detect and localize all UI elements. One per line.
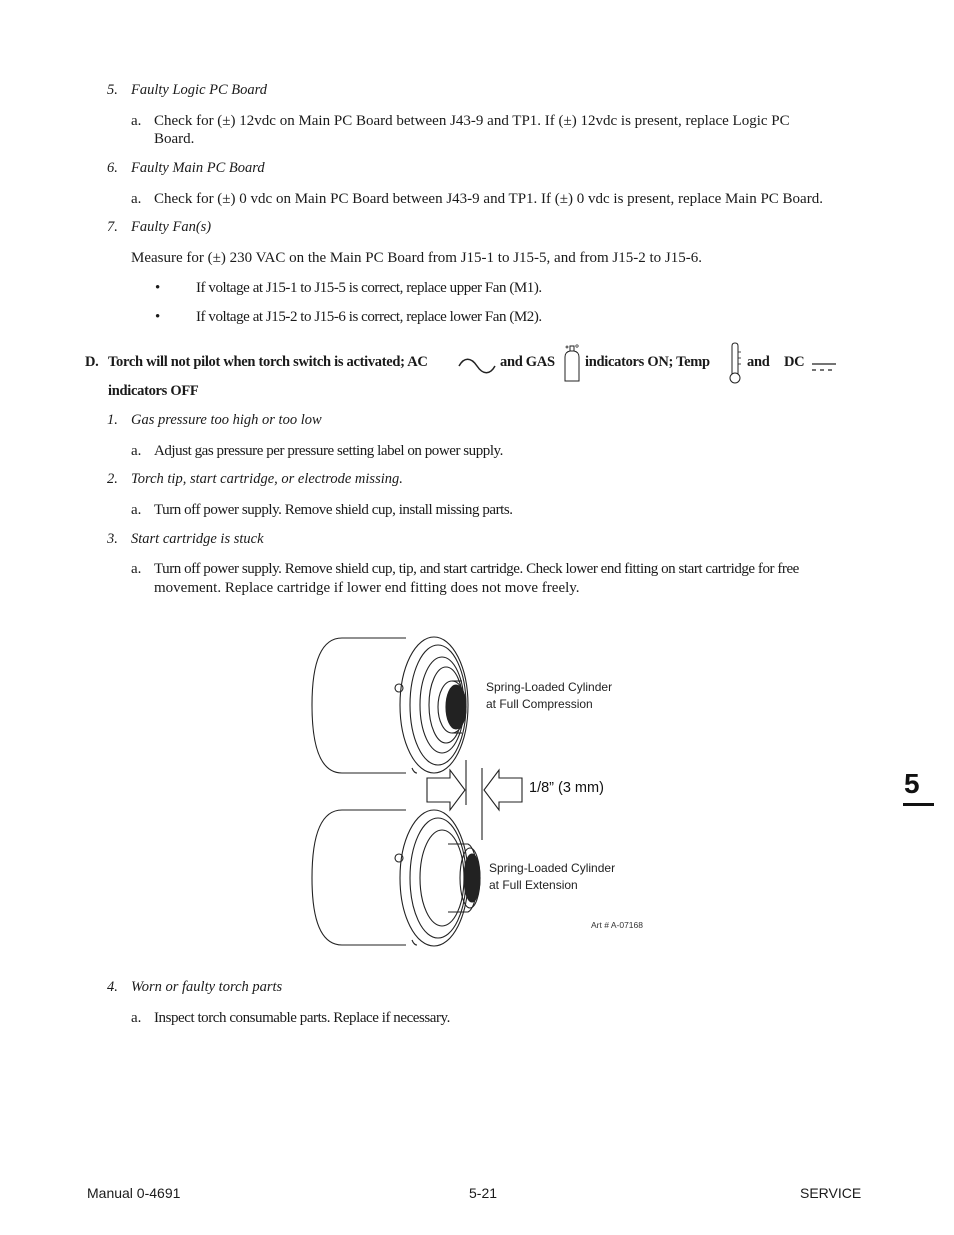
item-number: 2. (107, 471, 118, 487)
item-title: Worn or faulty torch parts (131, 979, 283, 995)
footer-section: SERVICE (800, 1185, 862, 1201)
footer-page-number: 5-21 (469, 1185, 498, 1201)
sub-text: Inspect torch consumable parts. Replace if necessary. (154, 1010, 450, 1026)
sub-letter: a. (131, 443, 142, 459)
sub-text-cont: movement. Replace cartridge if lower end fitting does not move freely. (154, 580, 580, 596)
item-title: Torch tip, start cartridge, or electrode missing. (131, 471, 403, 487)
gap-dimension-label: 1/8” (3 mm) (529, 780, 604, 796)
sub-text-cont: Board. (154, 131, 195, 147)
chapter-tab: 5 (904, 768, 920, 799)
item-title: Faulty Logic PC Board (131, 82, 267, 98)
art-number: Art # A-07168 (591, 920, 643, 930)
section-heading: and (747, 354, 770, 370)
item-title: Gas pressure too high or too low (131, 412, 322, 428)
sub-letter: a. (131, 561, 142, 577)
thermometer-icon (728, 342, 742, 386)
section-heading: DC (784, 354, 805, 370)
sub-letter: a. (131, 1010, 142, 1026)
section-heading: Torch will not pilot when torch switch is activated; AC (108, 354, 428, 370)
sub-letter: a. (131, 191, 142, 207)
sub-text: Check for (±) 12vdc on Main PC Board between J43-9 and TP1. If (±) 12vdc is present, replace Logic PC (154, 113, 790, 129)
item-number: 3. (107, 531, 118, 547)
sub-text: Turn off power supply. Remove shield cup, install missing parts. (154, 502, 513, 518)
bullet-mark: • (155, 280, 161, 296)
bullet-mark: • (155, 309, 161, 325)
section-heading: indicators ON; Temp (585, 354, 710, 370)
item-number: 1. (107, 412, 118, 428)
sub-letter: a. (131, 113, 142, 129)
sub-text: Check for (±) 0 vdc on Main PC Board between J43-9 and TP1. If (±) 0 vdc is present, replace Main PC Board. (154, 191, 823, 207)
item-title: Faulty Main PC Board (131, 160, 265, 176)
section-letter: D. (85, 354, 99, 370)
figure-label: Spring-Loaded Cylinder (486, 680, 613, 694)
item-title: Faulty Fan(s) (131, 219, 212, 235)
sub-text: Turn off power supply. Remove shield cup, tip, and start cartridge. Check lower end fitting on start cartridge for free (154, 561, 799, 577)
item-number: 5. (107, 82, 118, 98)
chapter-tab-underline (903, 803, 934, 806)
bullet-text: If voltage at J15-2 to J15-6 is correct, replace lower Fan (M2). (196, 309, 542, 325)
bullet-text: If voltage at J15-1 to J15-5 is correct, replace upper Fan (M1). (196, 280, 542, 296)
section-heading: and GAS (500, 354, 555, 370)
figure-label: Spring-Loaded Cylinder (489, 861, 616, 875)
item-title: Start cartridge is stuck (131, 531, 264, 547)
footer-manual: Manual 0-4691 (87, 1185, 181, 1201)
gas-cylinder-icon (562, 343, 582, 383)
sub-text: Adjust gas pressure per pressure setting label on power supply. (154, 443, 503, 459)
section-heading-cont: indicators OFF (108, 383, 199, 399)
figure-label: at Full Extension (489, 878, 578, 892)
item-number: 7. (107, 219, 118, 235)
figure-label: at Full Compression (486, 697, 593, 711)
dc-symbol-icon (811, 362, 837, 372)
sub-letter: a. (131, 502, 142, 518)
item-number: 4. (107, 979, 118, 995)
item-number: 6. (107, 160, 118, 176)
measure-text: Measure for (±) 230 VAC on the Main PC Board from J15-1 to J15-5, and from J15-2 to J15-6. (131, 250, 702, 266)
ac-wave-icon (458, 358, 496, 374)
